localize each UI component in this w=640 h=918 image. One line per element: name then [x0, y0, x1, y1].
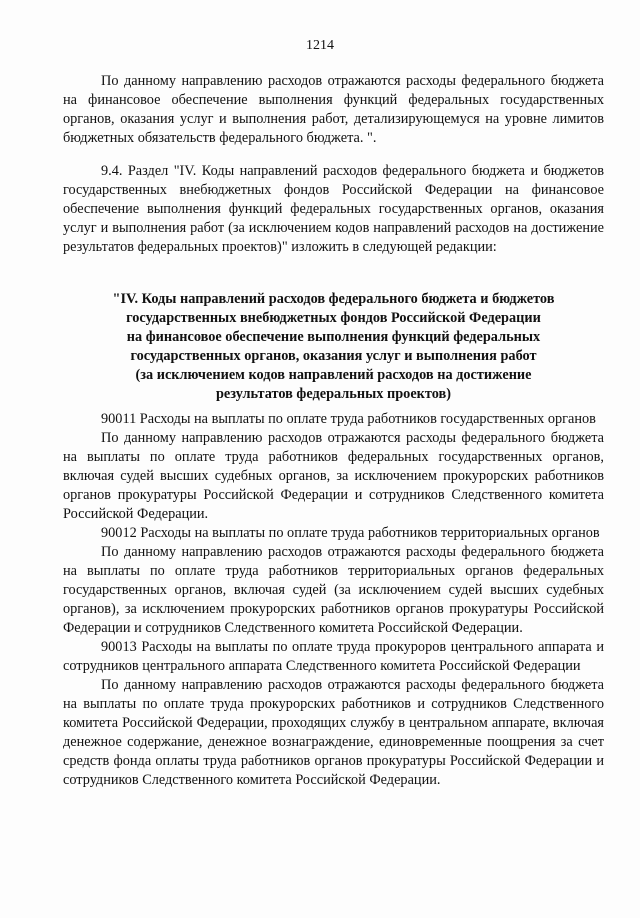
entry-title: 90013 Расходы на выплаты по оплате труда прокуроров центрального аппарата и сотрудников центрального аппарата Следственного комитета Российской Федерации — [63, 639, 604, 674]
intro-block — [63, 72, 604, 148]
section-heading — [63, 290, 604, 404]
entry-description: По данному направлению расходов отражаются расходы федерального бюджета на выплаты по оплате труда прокурорских работников и сотрудников Следственного комитета Российской Федерации, проходящих службу в центральном аппарате, включая денежное содержание, денежное вознаграждение, единовременные поощрения за счет средств фонда оплаты труда работников органов прокуратуры Российской Федерации и сотрудников Следственного комитета Российской Федерации. — [63, 677, 604, 788]
entry-description: По данному направлению расходов отражаются расходы федерального бюджета на выплаты по оплате труда работников территориальных органов федеральных государственных органов, включая судей (за исключением судей высших судебных органов), за исключением прокурорских работников органов прокуратуры Российской Федерации и сотрудников Следственного комитета Российской Федерации. — [63, 544, 604, 636]
section-heading-line: государственных органов, оказания услуг и выполнения работ — [130, 348, 537, 364]
entry-title: 90012 Расходы на выплаты по оплате труда работников территориальных органов — [101, 525, 600, 541]
intro-paragraph: По данному направлению расходов отражаются расходы федерального бюджета на финансовое обеспечение выполнения функций федеральных государственных органов, оказания услуг и выполнения работ, детализирующемуся на уровне лимитов бюджетных обязательств федерального бюджета. ". — [63, 73, 604, 146]
entry-description: По данному направлению расходов отражаются расходы федерального бюджета на выплаты по оплате труда работников федеральных государственных органов, включая судей высших судебных органов, за исключением прокурорских работников органов прокуратуры Российской Федерации и сотрудников Следственного комитета Российской Федерации. — [63, 430, 604, 522]
entries-list — [63, 410, 604, 790]
section-heading-line: государственных внебюджетных фондов Российской Федерации — [126, 310, 541, 326]
amendment-paragraph: 9.4. Раздел "IV. Коды направлений расходов федерального бюджета и бюджетов государственных внебюджетных фондов Российской Федерации на финансовое обеспечение выполнения функций федеральных государственных органов, оказания услуг и выполнения работ (за исключением кодов направлений расходов на достижение результатов федеральных проектов)" изложить в следующей редакции: — [63, 163, 604, 255]
entry-title: 90011 Расходы на выплаты по оплате труда работников государственных органов — [101, 411, 596, 427]
section-heading-line: "IV. Коды направлений расходов федерального бюджета и бюджетов — [112, 291, 555, 307]
amendment-block — [63, 162, 604, 257]
page-number: 1214 — [306, 38, 334, 53]
section-heading-line: (за исключением кодов направлений расходов на достижение — [135, 367, 532, 383]
section-heading-line: на финансовое обеспечение выполнения функций федеральных — [126, 329, 541, 345]
section-heading-line: результатов федеральных проектов) — [215, 386, 452, 402]
